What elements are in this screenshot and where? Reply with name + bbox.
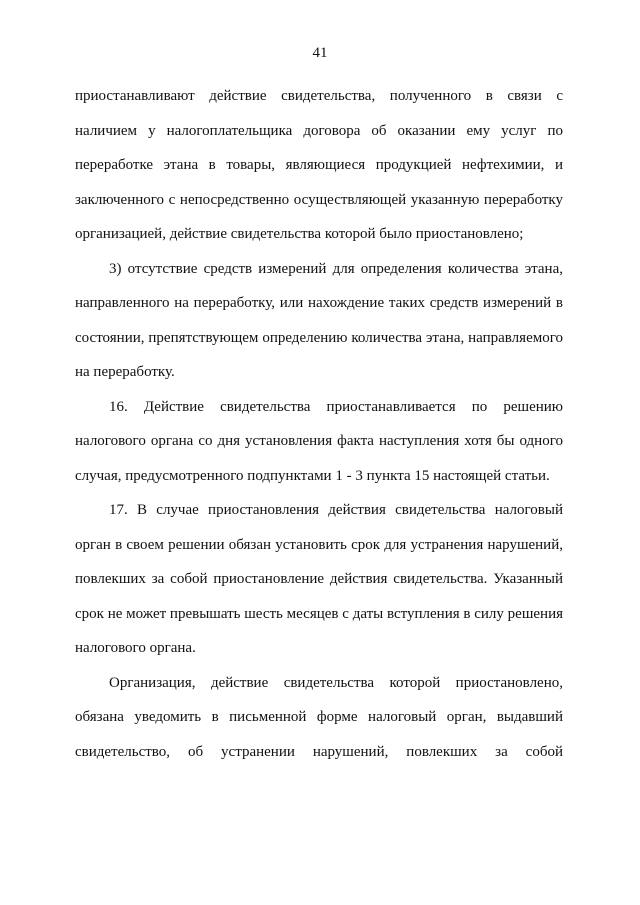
paragraph-clause-17: 17. В случае приостановления действия свидетельства налоговый орган в своем решении обязан установить срок для устранения нарушений, повлекших за собой приостановление действия свидетельства. Указанный срок не может превышать шесть месяцев с даты вступления в силу решения налогового органа.	[75, 502, 563, 656]
page-number: 41	[312, 45, 328, 61]
paragraph-clause-16: 16. Действие свидетельства приостанавливается по решению налогового органа со дня установления факта наступления хотя бы одного случая, предусмотренного подпунктами 1 - 3 пункта 15 настоящей статьи.	[75, 398, 563, 484]
paragraph-organization-notice: Организация, действие свидетельства которой приостановлено, обязана уведомить в письменной форме налоговый орган, выдавший свидетельство, об устранении нарушений, повлекших за собой	[75, 674, 563, 760]
document-body	[75, 79, 563, 769]
paragraph-continuation: приостанавливают действие свидетельства, полученного в связи с наличием у налогоплательщика договора об оказании ему услуг по переработке этана в товары, являющиеся продукцией нефтехимии, и заключенного с непосредственно осуществляющей указанную переработку организацией, действие свидетельства которой было приостановлено;	[75, 88, 563, 242]
paragraph-item-3: 3) отсутствие средств измерений для определения количества этана, направленного на переработку, или нахождение таких средств измерений в состоянии, препятствующем определению количества этана, направляемого на переработку.	[75, 260, 563, 380]
